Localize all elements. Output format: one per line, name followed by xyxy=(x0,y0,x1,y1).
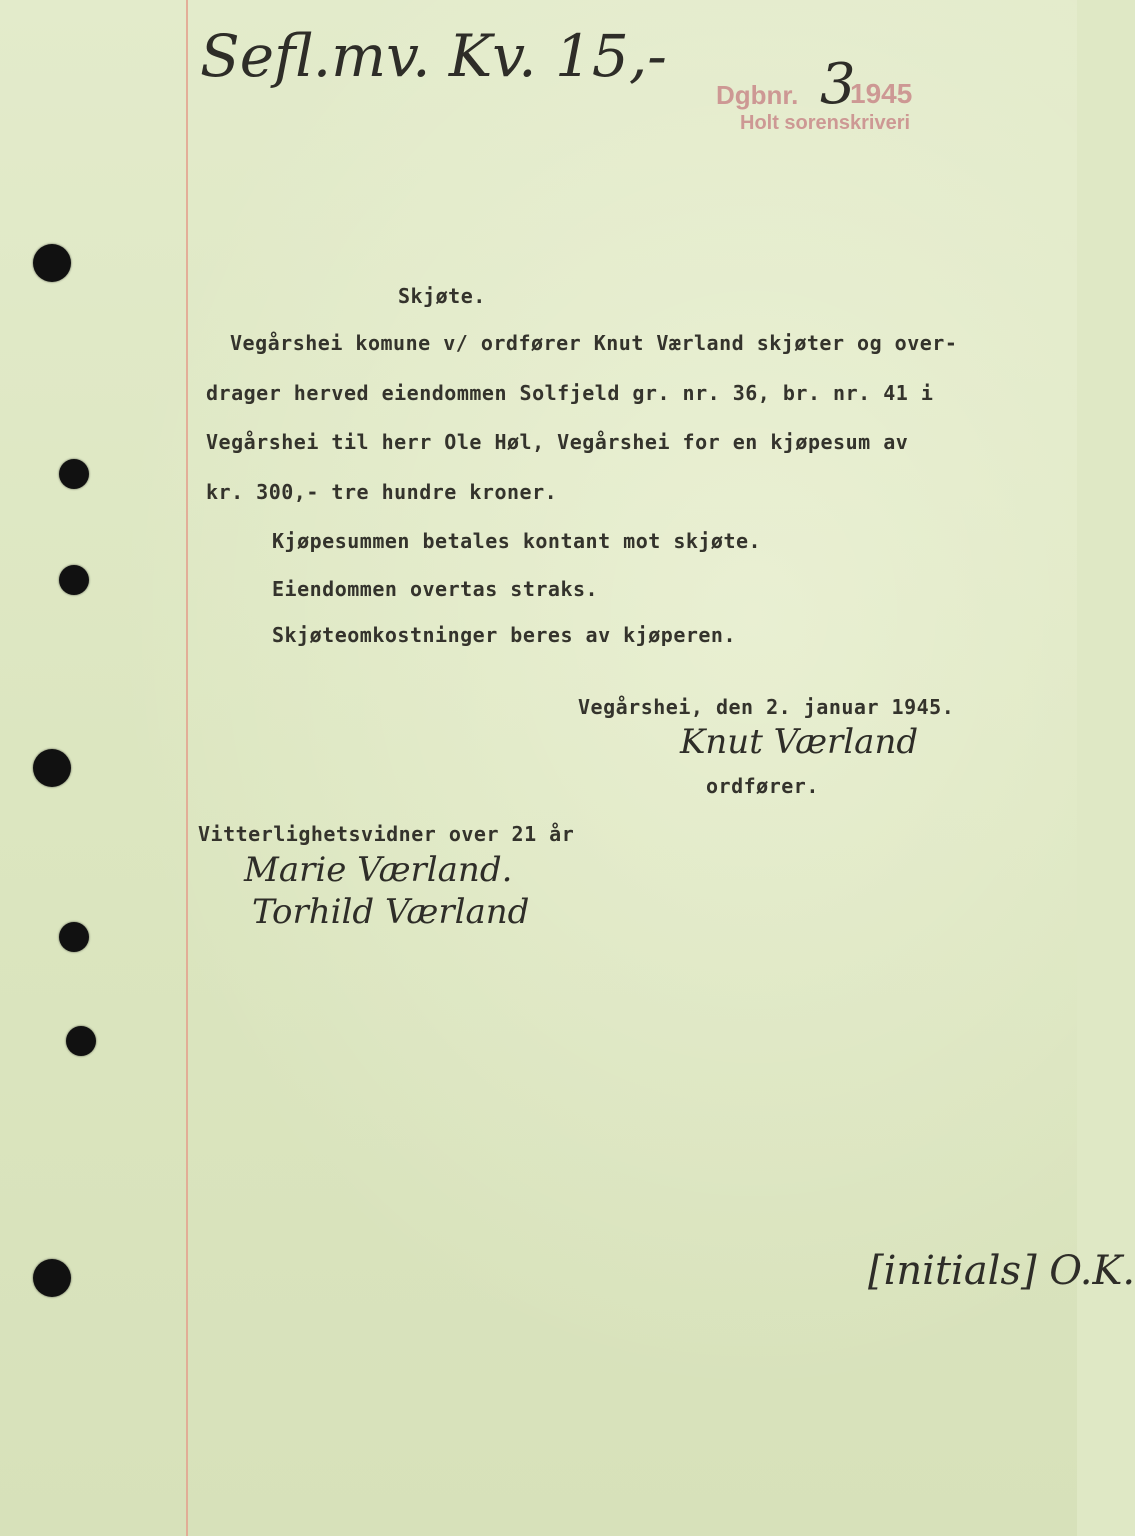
signature: Knut Værland xyxy=(680,722,919,762)
stamp-office: Holt sorenskriveri xyxy=(740,112,911,134)
punch-hole xyxy=(33,1259,71,1297)
punch-hole xyxy=(33,749,71,787)
stamp-year: 1945 xyxy=(850,78,913,109)
document-title: Skjøte. xyxy=(398,284,486,308)
stamp-label: Dgbnr. xyxy=(716,80,799,110)
margin-rule xyxy=(186,0,188,1536)
punch-hole xyxy=(59,922,89,952)
clause-line: Skjøteomkostninger beres av kjøperen. xyxy=(272,623,737,647)
body-line: Vegårshei komune v/ ordfører Knut Værland skjøter og over- xyxy=(230,331,958,355)
punch-hole xyxy=(66,1026,96,1056)
punch-hole xyxy=(59,459,89,489)
witness-signature: Torhild Værland xyxy=(252,892,530,932)
witness-heading: Vitterlighetsvidner over 21 år xyxy=(198,822,575,846)
signer-title: ordfører. xyxy=(706,774,819,798)
body-line: drager herved eiendommen Solfjeld gr. nr. 36, br. nr. 41 i xyxy=(206,381,934,405)
punch-hole xyxy=(59,565,89,595)
body-line: Vegårshei til herr Ole Høl, Vegårshei for en kjøpesum av xyxy=(206,430,909,454)
witness-signature: Marie Værland. xyxy=(244,850,513,890)
handwritten-note: Sefl.mv. Kv. 15,- xyxy=(200,22,667,90)
stamp-number: 3 xyxy=(820,52,856,117)
place-date: Vegårshei, den 2. januar 1945. xyxy=(578,695,955,719)
clause-line: Kjøpesummen betales kontant mot skjøte. xyxy=(272,529,762,553)
body-line: kr. 300,- tre hundre kroner. xyxy=(206,480,558,504)
check-mark: [initials] O.K. xyxy=(868,1248,1135,1294)
punch-hole xyxy=(33,244,71,282)
clause-line: Eiendommen overtas straks. xyxy=(272,577,599,601)
